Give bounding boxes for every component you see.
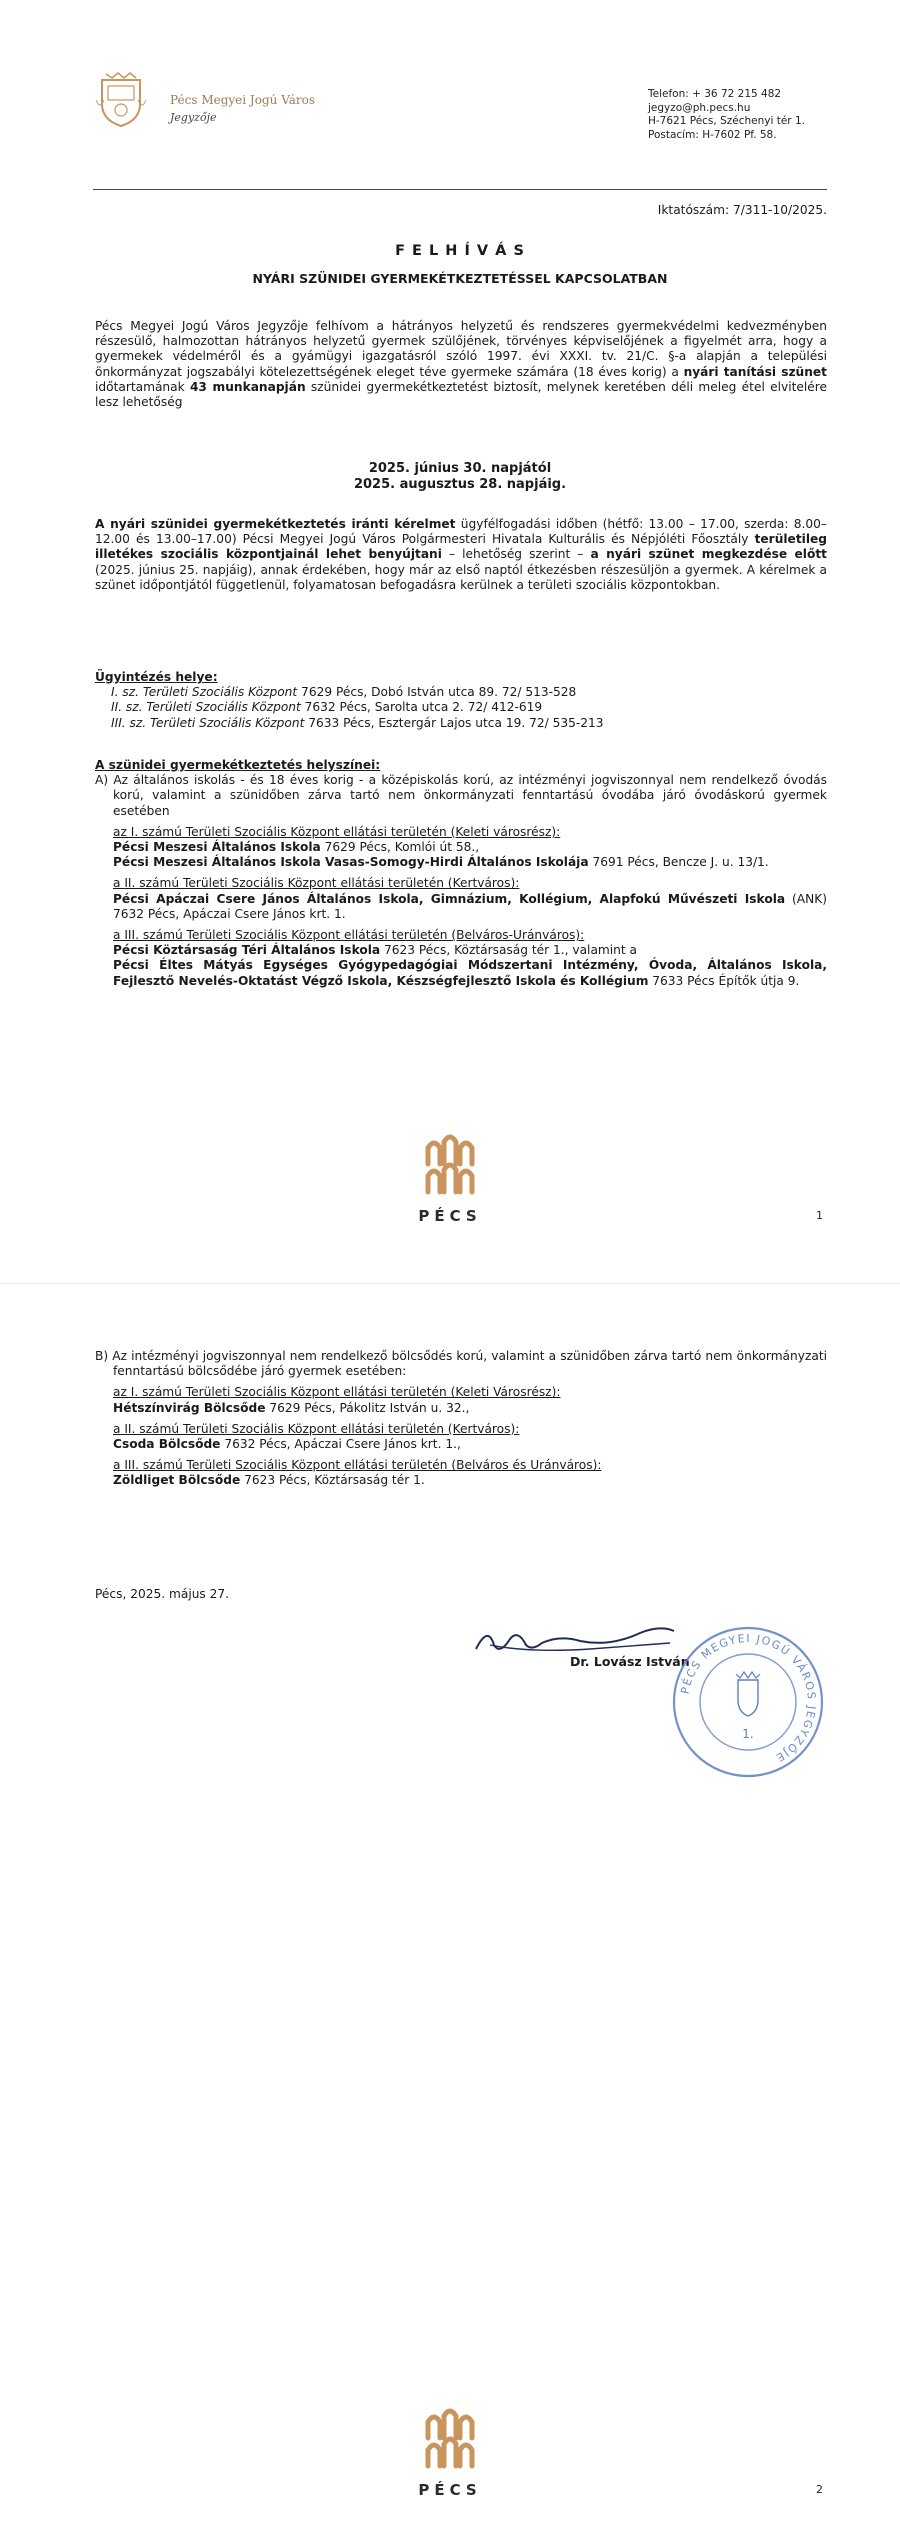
pecs-footer-logo (418, 2404, 482, 2470)
nursery-line (113, 1437, 827, 1452)
admin-center-name: I. sz. Területi Szociális Központ (111, 685, 298, 700)
intro-text-mid: időtartamának (95, 379, 190, 394)
venue-address: 7623 Pécs, Köztársaság tér 1., valamint a (380, 943, 638, 958)
request-bold-1: A nyári szünidei gyermekétkeztetés iránti kérelmet (95, 517, 456, 531)
admin-center-address: 7633 Pécs, Esztergár Lajos utca 19. 72/ 535-213 (304, 715, 604, 730)
date-start: 2025. június 30. napjától (368, 461, 552, 476)
place-date: Pécs, 2025. május 27. (95, 1587, 230, 1601)
handwritten-signature (470, 1615, 680, 1659)
signer-name: Dr. Lovász István (570, 1654, 690, 1669)
venue-line (113, 958, 827, 988)
venues-a-text: A) Az általános iskolás - és 18 éves korig - a középiskolás korú, az intézményi jogviszonnyal nem rendelkező óvodás korú, valamint a szünidőben zárva tartó nem önkormányzati fenntartású óvodába járó óvodáskorú gyermek esetében (95, 773, 827, 818)
stamp-number: 1. (742, 1727, 754, 1741)
pecs-wordmark: PÉCS (418, 2481, 482, 2499)
nursery-group (95, 1458, 827, 1488)
venue-name: Pécsi Köztársaság Téri Általános Iskola (113, 943, 381, 958)
intro-bold-workdays: 43 munkanapján (189, 379, 306, 394)
stamp-text: PÉCS MEGYEI JOGÚ VÁROS JEGYZŐJE (678, 1631, 819, 1765)
request-text-3: (2025. június 25. napjáig), annak érdekében, hogy már az első naptól étkezésben részesüljön a gyermek. A kérelmek a szünet időpontjától függetlenül, folyamatosan befogadásra kerülnek a területi szociális központokban. (95, 562, 827, 592)
contact-address: H-7621 Pécs, Széchenyi tér 1. (648, 115, 805, 127)
nursery-address: 7632 Pécs, Apáczai Csere János krt. 1., (220, 1437, 461, 1452)
admin-center-name: II. sz. Területi Szociális Központ (111, 700, 301, 715)
request-bold-2: területileg illetékes szociális központjainál lehet benyújtani (95, 532, 827, 562)
venues-b-text: B) Az intézményi jogviszonnyal nem rendelkező bölcsődés korú, valamint a szünidőben zárva tartó nem önkormányzati fenntartású bölcsődébe járó gyermek esetében: (95, 1349, 827, 1379)
page-subtitle: NYÁRI SZÜNIDEI GYERMEKÉTKEZTETÉSSEL KAPCSOLATBAN (252, 271, 668, 286)
nursery-name: Zöldliget Bölcsőde (113, 1473, 241, 1488)
venue-line (113, 855, 827, 870)
contact-block (648, 88, 805, 142)
nursery-address: 7623 Pécs, Köztársaság tér 1. (240, 1473, 425, 1488)
intro-text-end: szünidei gyermekétkeztetést biztosít, melynek keretében déli meleg étel elvitelére lesz lehetőség (95, 379, 827, 410)
coat-of-arms-logo (96, 70, 146, 128)
admin-center-address: 7629 Pécs, Dobó István utca 89. 72/ 513-528 (297, 685, 577, 700)
venues-b-section (95, 1349, 827, 1489)
intro-text: Pécs Megyei Jogú Város Jegyzője felhívom a hátrányos helyzetű és rendszeres gyermekvédelmi kedvezményben részesülő, halmozottan hátrányos helyzetű gyermek szülőjének, törvényes képviselőjének a figyelmét arra, hogy a gyermekek védelméről és a gyámügyi igazgatásról szóló 1997. évi XXXI. tv. 21/C. §-a alapján a települési önkormányzat jogszabályi kötelezettségének eleget téve gyermeke számára (18 éves korig) a (95, 319, 827, 379)
venue-address: (ANK) 7632 Pécs, Apáczai Csere János krt. 1. (113, 891, 827, 921)
page-title: F E L H Í V Á S (395, 243, 525, 259)
venue-name: Pécsi Meszesi Általános Iskola Vasas-Somogy-Hirdi Általános Iskolája (113, 855, 589, 870)
org-subtitle: Jegyzője (170, 111, 217, 124)
request-paragraph (95, 517, 827, 593)
venue-line (113, 892, 827, 922)
nursery-line (113, 1473, 827, 1488)
nursery-line (113, 1401, 827, 1416)
nursery-name: Csoda Bölcsőde (113, 1437, 221, 1452)
admin-center-address: 7632 Pécs, Sarolta utca 2. 72/ 412-619 (300, 700, 543, 715)
date-end: 2025. augusztus 28. napjáig. (353, 477, 567, 492)
venue-address: 7629 Pécs, Komlói út 58., (320, 840, 480, 855)
venue-address: 7633 Pécs Építők útja 9. (648, 973, 800, 988)
contact-email: jegyzo@ph.pecs.hu (648, 101, 751, 114)
nursery-name: Hétszínvirág Bölcsőde (113, 1400, 266, 1415)
venue-line (113, 943, 827, 958)
org-name: Pécs Megyei Jogú Város (170, 93, 316, 107)
admin-center-name: III. sz. Területi Szociális Központ (111, 715, 305, 730)
nursery-area: a II. számú Területi Szociális Központ ellátási területén (Kertváros): (113, 1421, 520, 1436)
nursery-group (95, 1422, 827, 1452)
nursery-address: 7629 Pécs, Pákolitz István u. 32., (265, 1400, 470, 1415)
page-number: 2 (816, 2483, 823, 2496)
venue-address: 7691 Pécs, Bencze J. u. 13/1. (588, 855, 769, 870)
request-text-1: ügyfélfogadási időben (hétfő: 13.00 – 17.00, szerda: 8.00–12.00 és 13.00–17.00) Pécsi Megyei Jogú Város Polgármesteri Hivatala Kulturális és Népjóléti Főosztály (95, 517, 827, 547)
venue-group (95, 876, 827, 922)
request-text-2: – lehetőség szerint – (441, 547, 591, 562)
venue-area: a II. számú Területi Szociális Központ ellátási területén (Kertváros): (113, 876, 520, 891)
official-stamp (668, 1622, 828, 1782)
nursery-area: az I. számú Területi Szociális Központ ellátási területén (Keleti Városrész): (113, 1385, 561, 1400)
admin-row (111, 700, 827, 715)
venue-line (113, 840, 827, 855)
venue-name: Pécsi Meszesi Általános Iskola (113, 840, 321, 855)
venues-section (95, 758, 827, 989)
venue-name: Pécsi Apáczai Csere János Általános Iskola, Gimnázium, Kollégium, Alapfokú Művészeti Iskola (113, 891, 786, 906)
pecs-wordmark: PÉCS (418, 1207, 482, 1225)
venue-area: az I. számú Területi Szociális Központ ellátási területén (Keleti városrész): (113, 824, 561, 839)
request-bold-3: a nyári szünet megkezdése előtt (590, 547, 827, 562)
page-number: 1 (816, 1209, 823, 1222)
venue-group (95, 928, 827, 989)
venue-area: a III. számú Területi Szociális Központ ellátási területén (Belváros-Uránváros): (113, 928, 585, 943)
nursery-area: a III. számú Területi Szociális Központ ellátási területén (Belváros és Uránváros): (113, 1458, 602, 1473)
intro-paragraph (95, 319, 827, 410)
admin-row (111, 716, 827, 731)
admin-heading: Ügyintézés helye: (95, 670, 218, 684)
reference-number: Iktatószám: 7/311-10/2025. (657, 203, 827, 217)
admin-section (95, 670, 827, 731)
venues-heading: A szünidei gyermekétkeztetés helyszínei: (95, 758, 381, 772)
contact-phone: Telefon: + 36 72 215 482 (648, 88, 782, 100)
date-range (93, 461, 827, 493)
admin-row (111, 685, 827, 700)
page-separator (0, 1283, 900, 1284)
nursery-group (95, 1385, 827, 1415)
pecs-footer-logo (418, 1130, 482, 1196)
header-divider (93, 189, 827, 190)
venue-group (95, 825, 827, 871)
intro-bold-summer-break: nyári tanítási szünet (683, 364, 827, 379)
venue-name: Pécsi Éltes Mátyás Egységes Gyógypedagógiai Módszertani Intézmény, Óvoda, Általános Iskola, Fejlesztő Nevelés-Oktatást Végző Iskola, Készségfejlesztő Iskola és Kollégium (113, 958, 827, 988)
contact-postal: Postacím: H-7602 Pf. 58. (648, 128, 777, 141)
